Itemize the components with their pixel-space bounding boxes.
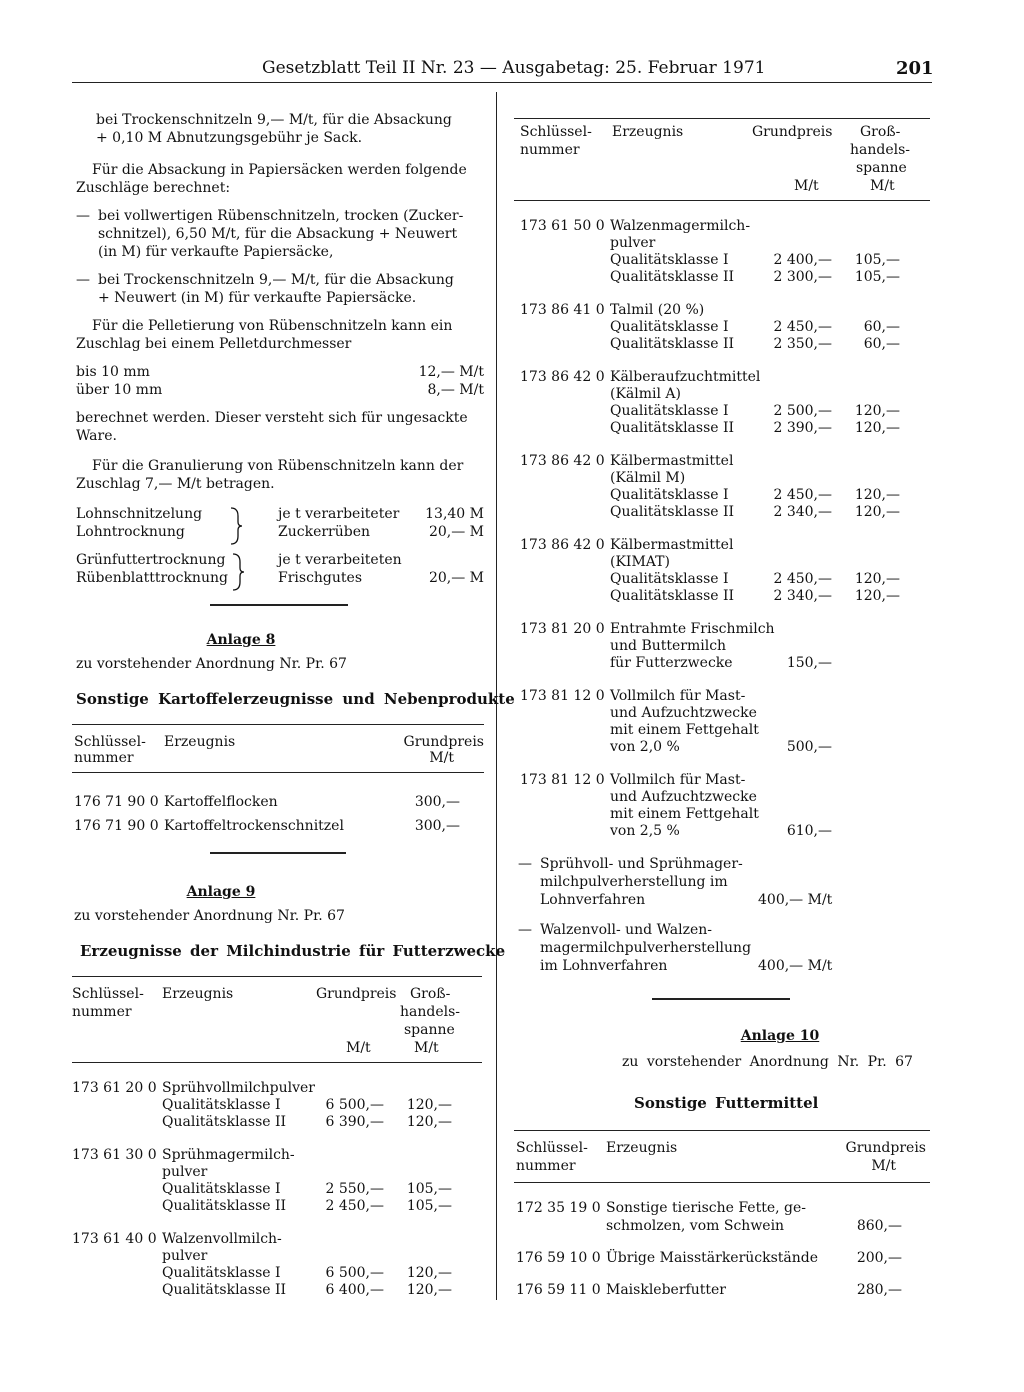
table-cell-span: 120,— bbox=[854, 487, 900, 503]
table-cell-code: 173 86 42 0 bbox=[520, 369, 605, 385]
lohn-price: 20,— M bbox=[428, 524, 484, 540]
table-cell-name: Walzenvollmilch- bbox=[162, 1231, 282, 1247]
table-cell-price: 2 390,— bbox=[773, 420, 832, 436]
text-line: Lohnverfahren bbox=[540, 892, 646, 908]
table-cell-price: 2 450,— bbox=[773, 319, 832, 335]
table-cell-name: Qualitätsklasse II bbox=[610, 269, 735, 285]
table-cell-price: 2 550,— bbox=[325, 1181, 384, 1197]
text-line: bei Trockenschnitzeln 9,— M/t, für die Absackung bbox=[96, 112, 452, 128]
lohn-price: 20,— M bbox=[428, 570, 484, 586]
text-line: Walzenvoll- und Walzen- bbox=[540, 922, 712, 938]
text-line: bei vollwertigen Rübenschnitzeln, trocken (Zucker- bbox=[98, 208, 464, 224]
brace-icon bbox=[230, 552, 246, 592]
table-cell-name: Qualitätsklasse II bbox=[610, 504, 735, 520]
table-cell-name: Qualitätsklasse II bbox=[610, 336, 735, 352]
table-cell-price: 300,— bbox=[414, 794, 460, 810]
table-cell-name: Kälberaufzuchtmittel bbox=[610, 369, 761, 385]
text-line: milchpulverherstellung im bbox=[540, 874, 728, 890]
pellet-value: 12,— M/t bbox=[418, 364, 484, 380]
col-header: Schlüssel- bbox=[74, 734, 146, 750]
separator bbox=[652, 998, 790, 1000]
col-header: nummer bbox=[520, 142, 580, 158]
table-cell-name: Qualitätsklasse II bbox=[162, 1282, 287, 1298]
table-cell-code: 173 81 12 0 bbox=[520, 688, 605, 704]
lohn-item: Lohnschnitzelung bbox=[76, 506, 203, 522]
table-cell-price: 6 500,— bbox=[325, 1097, 384, 1113]
table-rule bbox=[514, 200, 930, 201]
table-cell-name: von 2,0 % bbox=[610, 739, 680, 755]
table-cell-code: 176 71 90 0 bbox=[74, 818, 159, 834]
table-cell-name: Qualitätsklasse I bbox=[610, 487, 729, 503]
table-cell-price: 300,— bbox=[414, 818, 460, 834]
table-cell-price: 2 450,— bbox=[325, 1198, 384, 1214]
col-header: nummer bbox=[516, 1158, 576, 1174]
text-line: Sprühvoll- und Sprühmager- bbox=[540, 856, 743, 872]
col-header: Erzeugnis bbox=[164, 734, 236, 750]
anlage-sub: zu vorstehender Anordnung Nr. Pr. 67 bbox=[622, 1054, 913, 1070]
dash-value: 400,— M/t bbox=[758, 958, 833, 974]
text-line: bei Trockenschnitzeln 9,— M/t, für die Absackung bbox=[98, 272, 454, 288]
table-cell-code: 173 86 42 0 bbox=[520, 537, 605, 553]
col-header: Groß- bbox=[410, 986, 451, 1002]
table-cell-name: Maiskleberfutter bbox=[606, 1282, 726, 1298]
table-cell-name: Talmil (20 %) bbox=[610, 302, 705, 318]
dash-value: 400,— M/t bbox=[758, 892, 833, 908]
table-cell-code: 172 35 19 0 bbox=[516, 1200, 601, 1216]
table-cell-code: 173 61 40 0 bbox=[72, 1231, 157, 1247]
table-cell-price: 6 400,— bbox=[325, 1282, 384, 1298]
table-cell-span: 120,— bbox=[406, 1097, 452, 1113]
table-cell-span: 60,— bbox=[863, 319, 900, 335]
table-cell-name: Qualitätsklasse II bbox=[162, 1198, 287, 1214]
table-cell-name: schmolzen, vom Schwein bbox=[606, 1218, 785, 1234]
table-cell-span: 120,— bbox=[406, 1265, 452, 1281]
col-header: M/t bbox=[414, 1040, 439, 1056]
col-header: Schlüssel- bbox=[516, 1140, 588, 1156]
table-cell-name: und Buttermilch bbox=[610, 638, 727, 654]
lohn-item: Grünfuttertrocknung bbox=[76, 552, 226, 568]
text-line: + 0,10 M Abnutzungsgebühr je Sack. bbox=[96, 130, 363, 146]
table-cell-price: 2 500,— bbox=[773, 403, 832, 419]
table-cell-code: 176 71 90 0 bbox=[74, 794, 159, 810]
table-cell-name: pulver bbox=[162, 1248, 208, 1264]
table-cell-name: Kälbermastmittel bbox=[610, 453, 734, 469]
table-cell-name: mit einem Fettgehalt bbox=[610, 806, 759, 822]
table-cell-name: Qualitätsklasse I bbox=[162, 1181, 281, 1197]
table-cell-name: pulver bbox=[610, 235, 656, 251]
table-cell-name: Sonstige tierische Fette, ge- bbox=[606, 1200, 807, 1216]
table-cell-span: 105,— bbox=[854, 269, 900, 285]
table-cell-span: 60,— bbox=[863, 336, 900, 352]
table-cell-price: 2 350,— bbox=[773, 336, 832, 352]
table-cell-name: Sprühvollmilchpulver bbox=[162, 1080, 316, 1096]
pellet-label: über 10 mm bbox=[76, 382, 163, 398]
table-rule bbox=[514, 118, 930, 119]
text-line: Für die Absackung in Papiersäcken werden folgende bbox=[92, 162, 467, 178]
table-cell-name: (KIMAT) bbox=[610, 554, 670, 570]
col-header: Schlüssel- bbox=[72, 986, 144, 1002]
table-cell-name: Qualitätsklasse I bbox=[162, 1265, 281, 1281]
col-header: M/t bbox=[870, 178, 895, 194]
table-cell-span: 105,— bbox=[406, 1181, 452, 1197]
table-cell-name: Qualitätsklasse I bbox=[162, 1097, 281, 1113]
col-header: nummer bbox=[72, 1004, 132, 1020]
table-cell-name: für Futterzwecke bbox=[610, 655, 733, 671]
table-cell-price: 2 340,— bbox=[773, 504, 832, 520]
table-cell-name: Qualitätsklasse II bbox=[610, 420, 735, 436]
table-cell-span: 120,— bbox=[854, 571, 900, 587]
col-header: Grundpreis bbox=[845, 1140, 926, 1156]
table-cell-name: Qualitätsklasse II bbox=[610, 588, 735, 604]
lohn-desc: je t verarbeiteter bbox=[278, 506, 400, 522]
table-cell-name: Kartoffelflocken bbox=[164, 794, 278, 810]
text-line: (in M) für verkaufte Papiersäcke, bbox=[98, 244, 334, 260]
text-line: im Lohnverfahren bbox=[540, 958, 668, 974]
table-cell-price: 2 340,— bbox=[773, 588, 832, 604]
page-header: Gesetzblatt Teil II Nr. 23 — Ausgabetag: 25. Februar 1971 bbox=[262, 58, 766, 78]
col-header: M/t bbox=[871, 1158, 896, 1174]
table-cell-code: 173 86 41 0 bbox=[520, 302, 605, 318]
table-cell-price: 610,— bbox=[786, 823, 832, 839]
pellet-label: bis 10 mm bbox=[76, 364, 150, 380]
table-cell-name: Kälbermastmittel bbox=[610, 537, 734, 553]
table-cell-price: 500,— bbox=[786, 739, 832, 755]
col-header: Grundpreis bbox=[316, 986, 397, 1002]
table-cell-name: Vollmilch für Mast- bbox=[610, 772, 746, 788]
text-line: berechnet werden. Dieser versteht sich für ungesackte bbox=[76, 410, 468, 426]
list-dash: — bbox=[76, 208, 90, 224]
table-rule bbox=[72, 724, 484, 725]
text-line: Ware. bbox=[76, 428, 117, 444]
lohn-desc: Frischgutes bbox=[278, 570, 362, 586]
table-cell-name: mit einem Fettgehalt bbox=[610, 722, 759, 738]
lohn-desc: Zuckerrüben bbox=[278, 524, 371, 540]
col-header: Groß- bbox=[860, 124, 901, 140]
col-header: handels- bbox=[850, 142, 911, 158]
table-cell-price: 860,— bbox=[856, 1218, 902, 1234]
col-header: Grundpreis bbox=[752, 124, 833, 140]
table-cell-name: Entrahmte Frischmilch bbox=[610, 621, 775, 637]
anlage-title: Anlage 8 bbox=[206, 632, 276, 648]
section-heading: Erzeugnisse der Milchindustrie für Futterzwecke bbox=[80, 942, 506, 960]
table-rule bbox=[72, 1062, 482, 1063]
table-cell-name: Qualitätsklasse I bbox=[610, 571, 729, 587]
col-header: Erzeugnis bbox=[162, 986, 234, 1002]
brace-icon bbox=[228, 506, 244, 546]
table-cell-span: 120,— bbox=[406, 1282, 452, 1298]
text-line: schnitzel), 6,50 M/t, für die Absackung + Neuwert bbox=[98, 226, 458, 242]
col-header: Erzeugnis bbox=[612, 124, 684, 140]
col-header: M/t bbox=[794, 178, 819, 194]
table-cell-span: 120,— bbox=[854, 420, 900, 436]
col-header: Erzeugnis bbox=[606, 1140, 678, 1156]
text-line: Für die Pelletierung von Rübenschnitzeln kann ein bbox=[92, 318, 453, 334]
col-header: nummer bbox=[74, 750, 134, 766]
text-line: Zuschläge berechnet: bbox=[76, 180, 231, 196]
table-cell-name: Sprühmagermilch- bbox=[162, 1147, 295, 1163]
table-cell-price: 2 450,— bbox=[773, 487, 832, 503]
table-cell-price: 150,— bbox=[786, 655, 832, 671]
table-cell-name: und Aufzuchtzwecke bbox=[610, 705, 757, 721]
table-cell-name: Qualitätsklasse I bbox=[610, 252, 729, 268]
table-cell-span: 120,— bbox=[854, 504, 900, 520]
table-rule bbox=[514, 1182, 930, 1183]
col-header: Schlüssel- bbox=[520, 124, 592, 140]
table-cell-name: Walzenmagermilch- bbox=[610, 218, 751, 234]
lohn-price: 13,40 M bbox=[425, 506, 484, 522]
table-cell-price: 2 300,— bbox=[773, 269, 832, 285]
table-cell-code: 176 59 11 0 bbox=[516, 1282, 601, 1298]
section-heading: Sonstige Kartoffelerzeugnisse und Nebenprodukte bbox=[76, 690, 515, 708]
table-cell-name: (Kälmil A) bbox=[610, 386, 681, 402]
table-cell-code: 173 61 20 0 bbox=[72, 1080, 157, 1096]
table-rule bbox=[72, 772, 484, 773]
table-cell-price: 6 390,— bbox=[325, 1114, 384, 1130]
anlage-title: Anlage 9 bbox=[186, 884, 256, 900]
table-cell-span: 120,— bbox=[854, 588, 900, 604]
page-number: 201 bbox=[896, 58, 934, 79]
table-cell-name: von 2,5 % bbox=[610, 823, 680, 839]
table-cell-name: Qualitätsklasse I bbox=[610, 319, 729, 335]
table-cell-span: 120,— bbox=[406, 1114, 452, 1130]
table-cell-name: und Aufzuchtzwecke bbox=[610, 789, 757, 805]
table-cell-span: 105,— bbox=[854, 252, 900, 268]
section-heading: Sonstige Futtermittel bbox=[634, 1094, 819, 1112]
list-dash: — bbox=[518, 922, 532, 938]
header-rule bbox=[72, 82, 932, 83]
lohn-item: Lohntrocknung bbox=[76, 524, 185, 540]
col-header: M/t bbox=[429, 750, 454, 766]
table-cell-code: 173 61 30 0 bbox=[72, 1147, 157, 1163]
table-cell-name: Kartoffeltrockenschnitzel bbox=[164, 818, 344, 834]
text-line: magermilchpulverherstellung bbox=[540, 940, 752, 956]
list-dash: — bbox=[518, 856, 532, 872]
table-rule bbox=[514, 1130, 930, 1131]
table-rule bbox=[72, 976, 482, 977]
table-cell-price: 6 500,— bbox=[325, 1265, 384, 1281]
table-cell-name: (Kälmil M) bbox=[610, 470, 686, 486]
lohn-desc: je t verarbeiteten bbox=[278, 552, 402, 568]
table-cell-name: Vollmilch für Mast- bbox=[610, 688, 746, 704]
table-cell-price: 280,— bbox=[856, 1282, 902, 1298]
table-cell-name: Qualitätsklasse I bbox=[610, 403, 729, 419]
col-header: Grundpreis bbox=[403, 734, 484, 750]
anlage-sub: zu vorstehender Anordnung Nr. Pr. 67 bbox=[74, 908, 345, 924]
pellet-value: 8,— M/t bbox=[427, 382, 484, 398]
col-header: spanne bbox=[404, 1022, 455, 1038]
table-cell-code: 173 81 12 0 bbox=[520, 772, 605, 788]
list-dash: — bbox=[76, 272, 90, 288]
col-header: handels- bbox=[400, 1004, 461, 1020]
lohn-item: Rübenblatttrocknung bbox=[76, 570, 228, 586]
separator bbox=[210, 852, 346, 854]
table-cell-span: 105,— bbox=[406, 1198, 452, 1214]
table-cell-name: Qualitätsklasse II bbox=[162, 1114, 287, 1130]
anlage-title: Anlage 10 bbox=[740, 1028, 820, 1044]
text-line: + Neuwert (in M) für verkaufte Papiersäcke. bbox=[98, 290, 417, 306]
table-cell-code: 173 81 20 0 bbox=[520, 621, 605, 637]
col-header: M/t bbox=[346, 1040, 371, 1056]
table-cell-name: pulver bbox=[162, 1164, 208, 1180]
text-line: Für die Granulierung von Rübenschnitzeln kann der bbox=[92, 458, 464, 474]
table-cell-price: 2 450,— bbox=[773, 571, 832, 587]
table-cell-span: 120,— bbox=[854, 403, 900, 419]
table-cell-name: Übrige Maisstärkerückstände bbox=[606, 1250, 819, 1266]
table-cell-price: 2 400,— bbox=[773, 252, 832, 268]
table-cell-code: 173 86 42 0 bbox=[520, 453, 605, 469]
anlage-sub: zu vorstehender Anordnung Nr. Pr. 67 bbox=[76, 656, 347, 672]
table-cell-price: 200,— bbox=[856, 1250, 902, 1266]
table-cell-code: 173 61 50 0 bbox=[520, 218, 605, 234]
text-line: Zuschlag bei einem Pelletdurchmesser bbox=[76, 336, 352, 352]
col-header: spanne bbox=[856, 160, 907, 176]
separator bbox=[210, 604, 348, 606]
table-cell-code: 176 59 10 0 bbox=[516, 1250, 601, 1266]
text-line: Zuschlag 7,— M/t betragen. bbox=[76, 476, 275, 492]
